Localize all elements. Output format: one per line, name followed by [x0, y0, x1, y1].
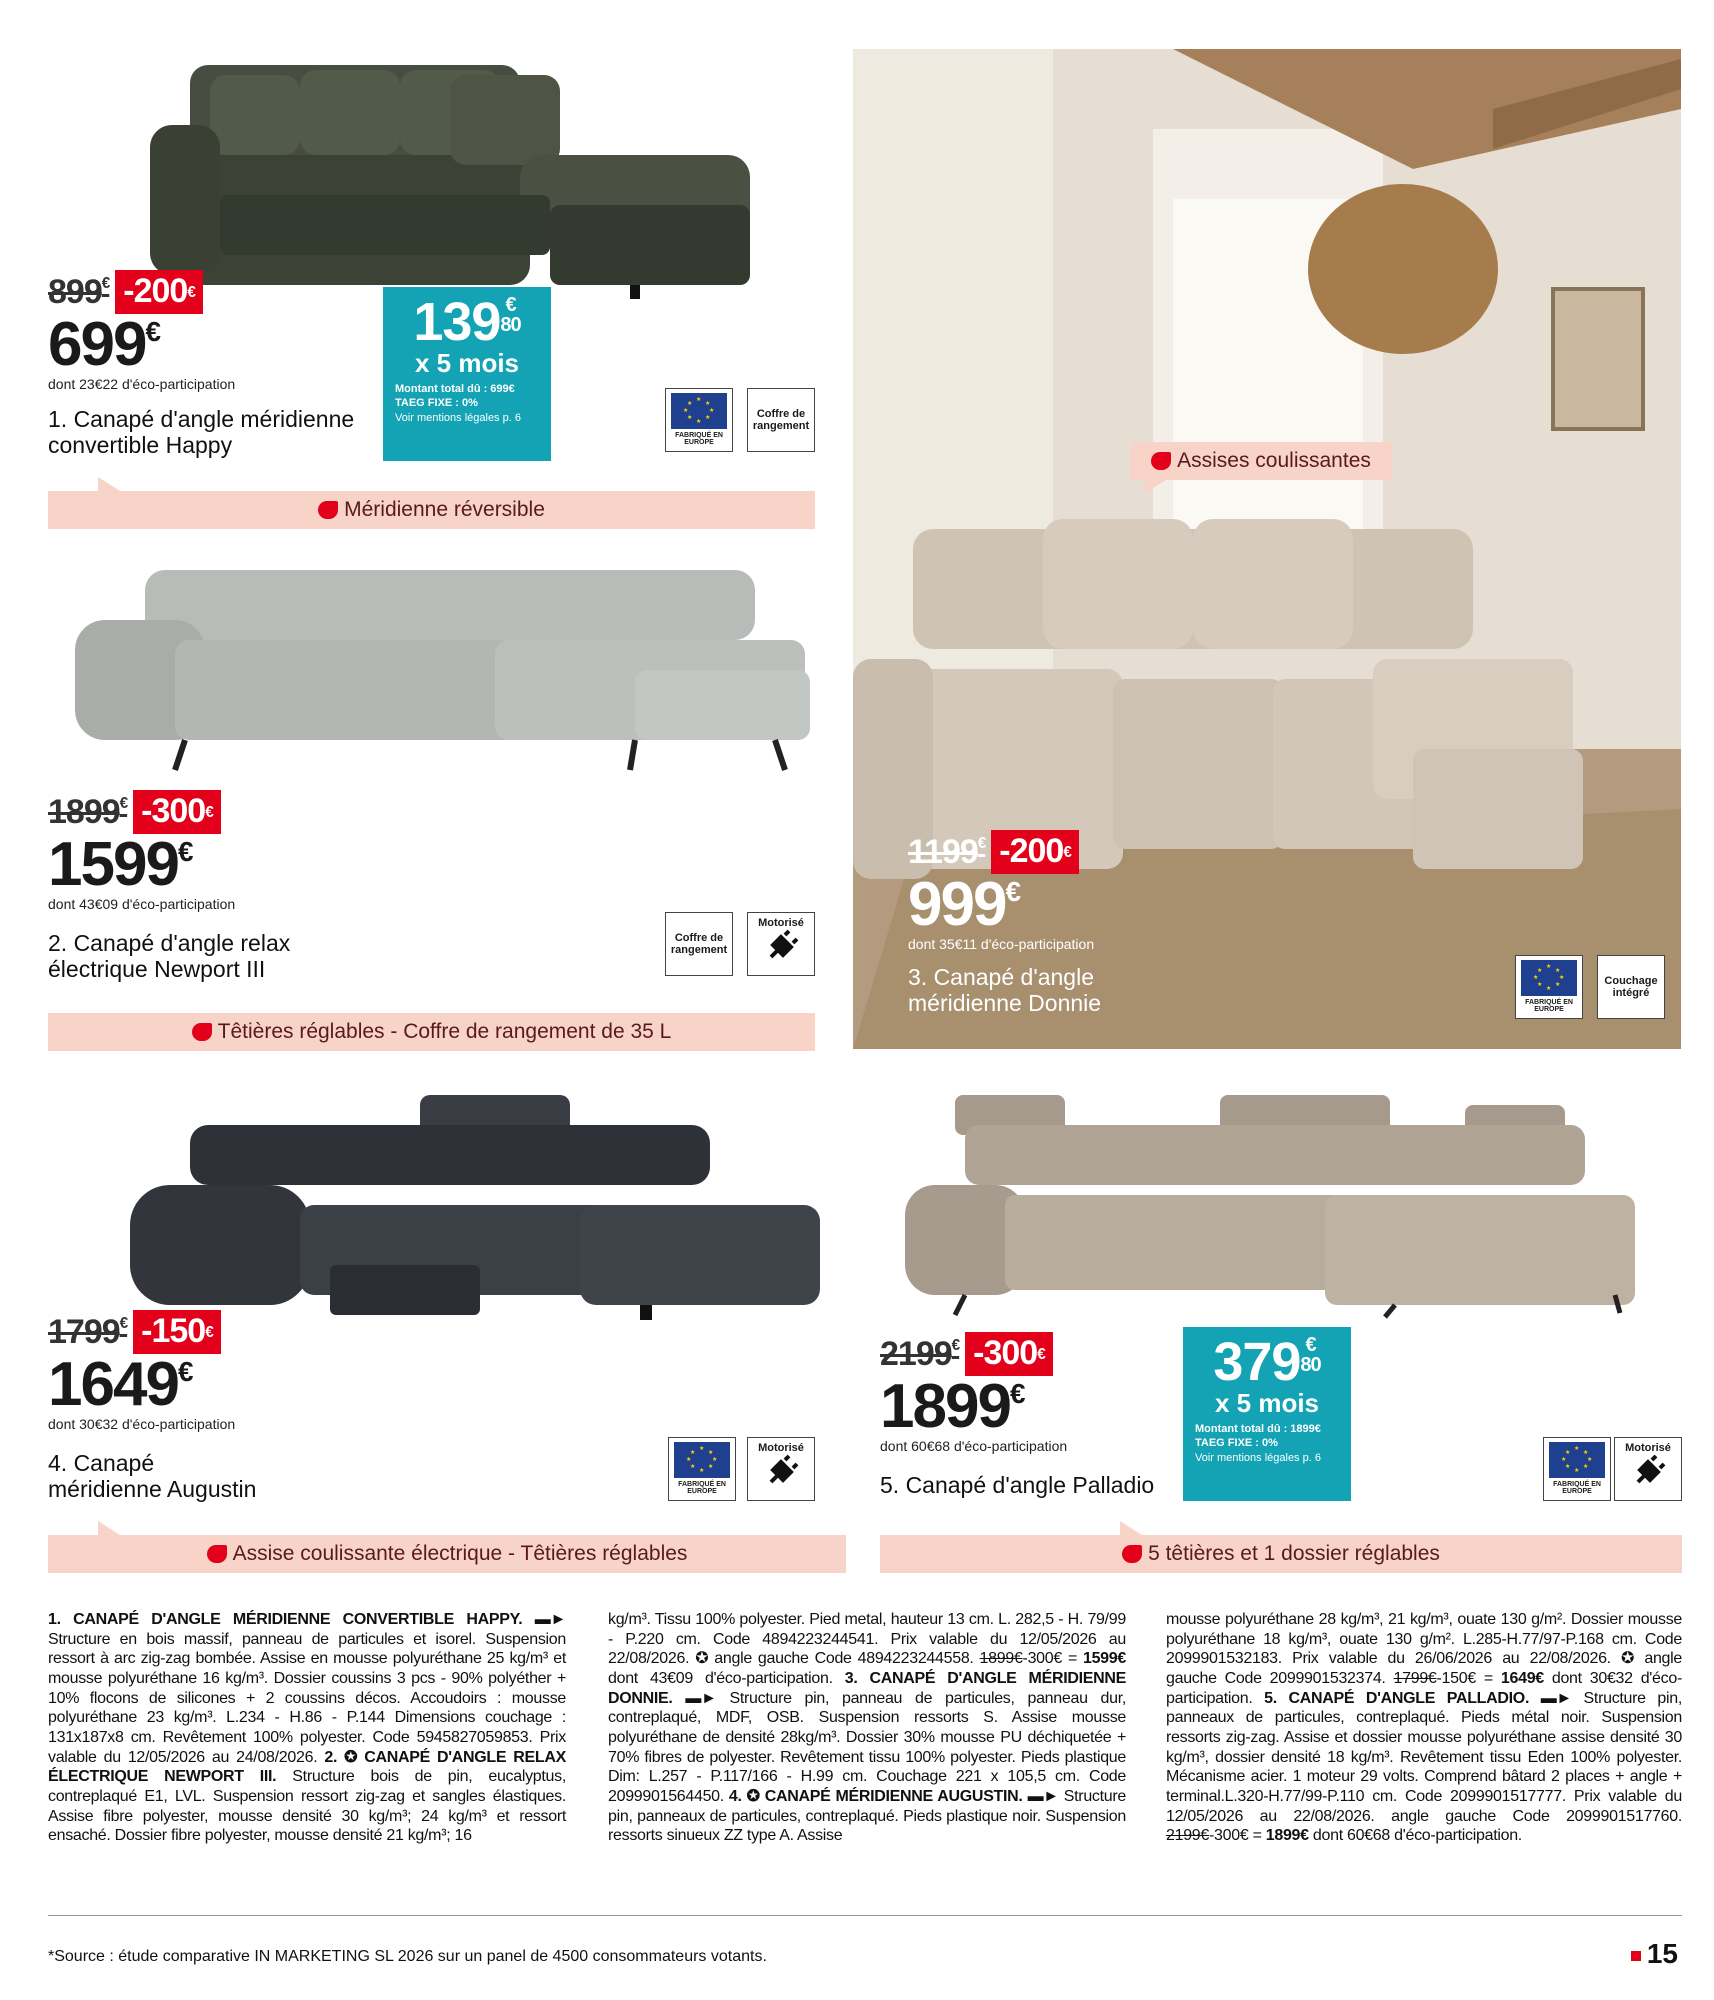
old-price: 2199€ [880, 1334, 960, 1373]
old-price: 1199€ [908, 832, 986, 871]
eco-participation: dont 23€22 d'éco-participation [48, 376, 236, 392]
new-price: 999€ [908, 870, 1019, 939]
price-block-donnie [908, 830, 1101, 1017]
feature-bar-palladio: 5 têtières et 1 dossier réglables [880, 1535, 1682, 1573]
motorized-badge: Motorisé [747, 912, 815, 976]
price-block-augustin [48, 1310, 256, 1503]
product-name: 4. Canapé méridienne Augustin [48, 1450, 257, 1503]
feature-bar-newport: Têtières réglables - Coffre de rangement de 35 L [48, 1013, 815, 1051]
legal-text-col3: mousse polyuréthane 28 kg/m³, 21 kg/m³, ouate 130 g/m². Dossier mousse polyuréthane 18 kg/m³, ouate 130 g/m². L.285-H.77/97-P.168 cm. Code 2099901532183. Prix valable du 26/06/2026 au 22/08/2026. ✪ angle gauche Code 2099901532374. 1799€-150€ = 1649€ dont 30€32 d'éco-participation. 5. CANAPÉ D'ANGLE PALLADIO. ▬► Structure pin, panneaux de particules, contreplaqué. Pieds métal noir. Suspension ressorts zig-zag. Assise et dossier mousse polyuréthane assise densité 30 kg/m³, dossier densité 18 kg/m³. Revêtement tissu Eden 100% polyester. Mécanisme acier. 1 moteur 29 volts. Comprend bâtard 2 places + angle + terminal.L.320-H.77/99-P.110 cm. Code 2099901517777. Prix valable du 12/05/2026 au 22/08/2026. angle gauche Code 2099901517760. 2199€-300€ = 1899€ dont 60€68 d'éco-participation. [1166, 1611, 1682, 1845]
old-price: 1799€ [48, 1312, 128, 1351]
eu-flag-icon: ★ ★ ★ ★ ★ ★ ★ ★ [1549, 1442, 1605, 1478]
made-in-europe-badge: ★ ★ ★ ★ ★ ★ ★ ★ FABRIQUÉ EN EUROPE [1543, 1437, 1611, 1501]
price-block-palladio [880, 1332, 1154, 1498]
sofa-newport-image [75, 560, 810, 780]
footnote: *Source : étude comparative IN MARKETING SL 2026 sur un panel de 4500 consommateurs votants. [48, 1948, 767, 1965]
feature-bar-augustin: Assise coulissante électrique - Têtières réglables [48, 1535, 846, 1573]
sofa-palladio-image [905, 1095, 1640, 1320]
eco-participation: dont 35€11 d'éco-participation [908, 936, 1095, 952]
discount-badge: -300€ [965, 1332, 1053, 1376]
storage-badge: Coffre de rangement [665, 912, 733, 976]
feature-bar-donnie: Assises coulissantes [1130, 442, 1392, 480]
eco-participation: dont 30€32 d'éco-participation [48, 1416, 236, 1432]
credit-offer-happy: 139 € 80 x 5 mois Montant total dû : 699€ TAEG FIXE : 0% Voir mentions légales p. 6 [383, 287, 551, 461]
plug-icon [1630, 1454, 1666, 1490]
eco-participation: dont 43€09 d'éco-participation [48, 896, 236, 912]
product-name: 1. Canapé d'angle méridienne convertible Happy [48, 406, 355, 459]
divider [48, 1915, 1682, 1916]
plug-icon [763, 1454, 799, 1490]
eu-flag-icon: ★ ★ ★ ★ ★ ★ ★ ★ [674, 1442, 730, 1478]
discount-badge: -150€ [133, 1310, 221, 1354]
motorized-badge: Motorisé [747, 1437, 815, 1501]
product-name: 3. Canapé d'angle méridienne Donnie [908, 964, 1102, 1017]
sofa-happy-image [150, 55, 770, 305]
price-block-newport [48, 790, 290, 983]
sleeping-badge: Couchage intégré [1597, 955, 1665, 1019]
plug-icon [763, 929, 799, 965]
discount-badge: -300€ [133, 790, 221, 834]
made-in-europe-badge: ★ ★ ★ ★ ★ ★ ★ ★ FABRIQUÉ EN EUROPE [668, 1437, 736, 1501]
eco-participation: dont 60€68 d'éco-participation [880, 1438, 1068, 1454]
discount-badge: -200€ [115, 270, 203, 314]
sofa-augustin-image [130, 1095, 820, 1325]
made-in-europe-badge: ★ ★ ★ ★ ★ ★ ★ ★ FABRIQUÉ EN EUROPE [1515, 955, 1583, 1019]
feature-bar-happy: Méridienne réversible [48, 491, 815, 529]
discount-badge: -200€ [991, 830, 1079, 874]
eu-flag-icon: ★ ★ ★ ★ ★ ★ ★ ★ [671, 393, 727, 429]
made-in-europe-badge: ★ ★ ★ ★ ★ ★ ★ ★ FABRIQUÉ EN EUROPE [665, 388, 733, 452]
new-price: 699€ [48, 310, 159, 379]
credit-offer-palladio: 379 € 80 x 5 mois Montant total dû : 1899€ TAEG FIXE : 0% Voir mentions légales p. 6 [1183, 1327, 1351, 1501]
old-price: 899€ [48, 272, 110, 311]
new-price: 1899€ [880, 1372, 1024, 1441]
tag-icon [1122, 1545, 1142, 1563]
price-block-happy [48, 270, 354, 459]
eu-flag-icon: ★ ★ ★ ★ ★ ★ ★ ★ [1521, 960, 1577, 996]
legal-text-col1: 1. CANAPÉ D'ANGLE MÉRIDIENNE CONVERTIBLE HAPPY. ▬► Structure en bois massif, panneau de particules et isorel. Suspension ressort à arc zig-zag bombée. Assise en mousse polyuréthane 25 kg/m³ et mousse polyuréthane 16 kg/m³. Dossier coussins 3 pcs - 90% polyéther + 10% flocons de silicones + 2 coussins décos. Accoudoirs : mousse polyuréthane 23 kg/m³. L.234 - H.86 - P.144 Dimensions couchage : 131x187x8 cm. Revêtement 100% polyester. Code 5945827059853. Prix valable du 12/05/2026 au 24/08/2026. 2. ✪ CANAPÉ D'ANGLE RELAX ÉLECTRIQUE NEWPORT III. Structure bois de pin, eucalyptus, contreplaqué E1, LVL. Suspension ressort zig-zag et sangles élastiques. Assise fibre polyester, mousse densité 30 kg/m³; 24 kg/m³ et ressort ensaché. Dossier fibre polyester, mousse densité 21 kg/m³; 16 [48, 1611, 566, 1845]
legal-text-col2: kg/m³. Tissu 100% polyester. Pied metal, hauteur 13 cm. L. 282,5 - H. 79/99 - P.220 cm. Code 4894223244541. Prix valable du 12/05/2026 au 22/08/2026. ✪ angle gauche Code 4894223244558. 1899€-300€ = 1599€ dont 43€09 d'éco-participation. 3. CANAPÉ D'ANGLE MÉRIDIENNE DONNIE. ▬► Structure pin, panneau de particules, panneau dur, contreplaqué, MDF, OSB. Suspension ressorts S. Assise mousse polyuréthane de densité 28kg/m³. Dossier 30% mousse PU déchiquetée + 70% fibres de polyester. Revêtement tissu 100% polyester. Pieds plastique Dim: L.257 - P.117/166 - H.99 cm. Couchage 221 x 105,5 cm. Code 2099901564450. 4. ✪ CANAPÉ MÉRIDIENNE AUGUSTIN. ▬► Structure pin, panneaux de particules, contreplaqué. Pieds plastique noir. Suspension ressorts sinueux ZZ type A. Assise [608, 1611, 1127, 1845]
new-price: 1599€ [48, 830, 192, 899]
product-name: 5. Canapé d'angle Palladio [880, 1472, 1155, 1498]
tag-icon [207, 1545, 227, 1563]
storage-badge: Coffre de rangement [747, 388, 815, 452]
product-name: 2. Canapé d'angle relax électrique Newport III [48, 930, 291, 983]
tag-icon [192, 1023, 212, 1041]
motorized-badge: Motorisé [1614, 1437, 1682, 1501]
new-price: 1649€ [48, 1350, 192, 1419]
tag-icon [1151, 452, 1171, 470]
old-price: 1899€ [48, 792, 128, 831]
tag-icon [318, 501, 338, 519]
page-number: 15 [1631, 1938, 1678, 1970]
